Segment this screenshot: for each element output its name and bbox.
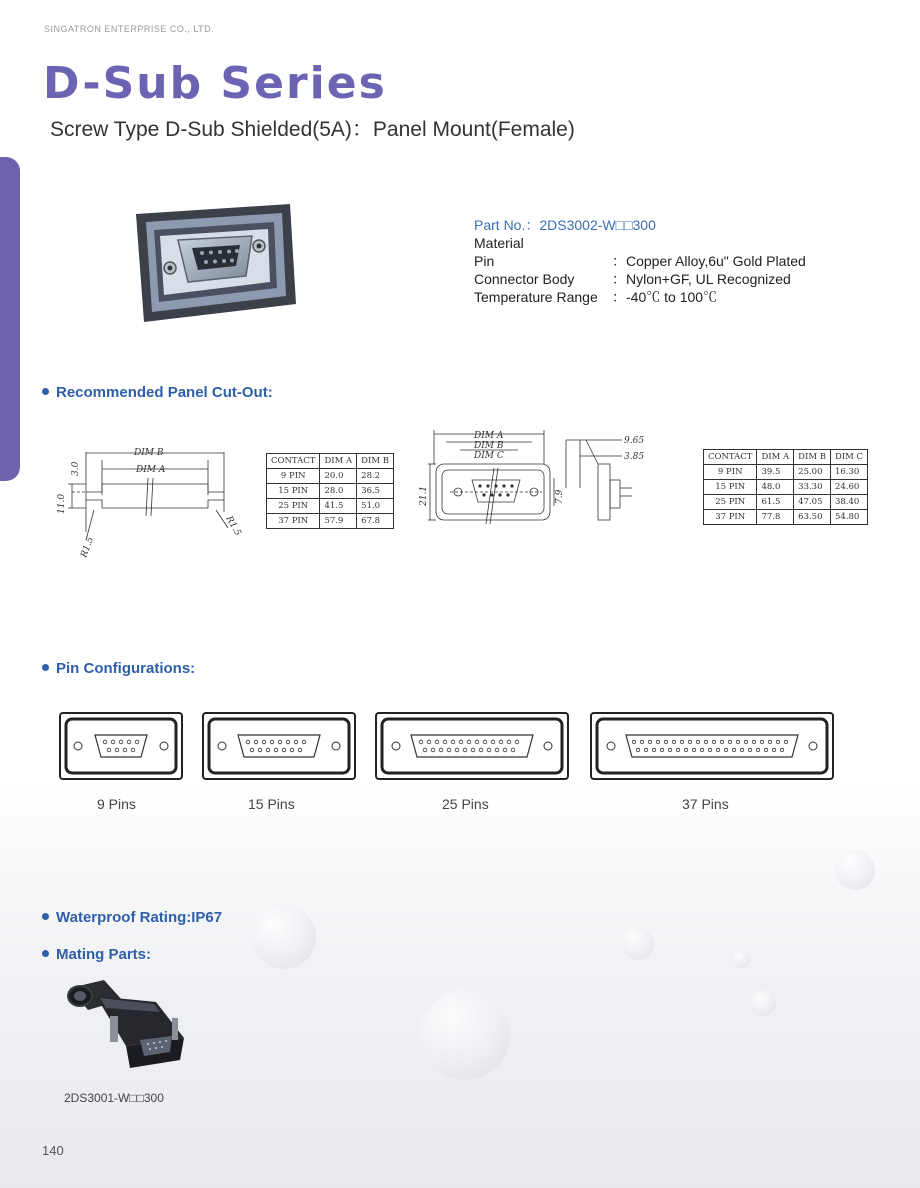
decor-bubble <box>732 950 750 968</box>
mating-part-number: 2DS3001-W□□300 <box>64 1091 164 1105</box>
table-cell: 25.00 <box>794 465 831 480</box>
connector-outline-25 <box>377 714 567 778</box>
table-cell: 63.50 <box>794 510 831 525</box>
label-dim-c: DIM C <box>474 451 504 461</box>
mating-part-photo <box>60 978 192 1070</box>
section-title: Pin Configurations: <box>56 660 196 677</box>
cutout-table <box>266 453 394 529</box>
label-3-85: 3.85 <box>624 452 645 462</box>
company-name: SINGATRON ENTERPRISE CO., LTD. <box>44 24 215 34</box>
table-row <box>267 514 394 529</box>
section-cutout <box>42 384 273 401</box>
table-cell: 28.0 <box>320 484 357 499</box>
table-cell: 20.0 <box>320 469 357 484</box>
table-cell: 38.40 <box>830 495 867 510</box>
part-number: Part No.：2DS3002-W□□300 <box>474 217 656 233</box>
pin-config-15 <box>202 712 356 780</box>
dimension-table <box>703 449 868 525</box>
spec-row-pin <box>474 252 806 270</box>
label-11-0: 11.0 <box>57 493 67 514</box>
pin-config-25 <box>375 712 569 780</box>
table-header-cell: DIM B <box>794 450 831 465</box>
table-cell: 28.2 <box>357 469 394 484</box>
table-row <box>704 480 868 495</box>
bullet-icon <box>42 913 49 920</box>
connector-dimension-drawing <box>414 428 664 528</box>
table-cell: 24.60 <box>830 480 867 495</box>
decor-bubble <box>835 850 875 890</box>
section-title: Mating Parts: <box>56 946 152 963</box>
spec-key: Pin <box>474 253 495 269</box>
table-cell: 51.0 <box>357 499 394 514</box>
spec-value: ：Copper Alloy,6u" Gold Plated <box>612 253 806 269</box>
table-row <box>267 469 394 484</box>
label-r1-5: R1.5 <box>79 535 97 560</box>
table-header-row <box>704 450 868 465</box>
table-header-cell: CONTACT <box>267 454 320 469</box>
table-row <box>267 484 394 499</box>
table-cell: 77.8 <box>757 510 794 525</box>
connector-outline-37 <box>592 714 832 778</box>
table-header-cell: DIM C <box>830 450 867 465</box>
table-cell: 9 PIN <box>704 465 757 480</box>
table-cell: 39.5 <box>757 465 794 480</box>
table-row <box>267 499 394 514</box>
page-subtitle: Screw Type D-Sub Shielded(5A)：Panel Mount(Female) <box>50 118 575 141</box>
table-cell: 16.30 <box>830 465 867 480</box>
label-7-9: 7.9 <box>555 489 565 504</box>
label-3-0: 3.0 <box>71 461 81 476</box>
table-cell: 67.8 <box>357 514 394 529</box>
table-cell: 33.30 <box>794 480 831 495</box>
table-header-cell: DIM A <box>320 454 357 469</box>
section-title: Waterproof Rating:IP67 <box>56 909 223 926</box>
label-r1-5: R1.5 <box>223 514 243 538</box>
table-cell: 37 PIN <box>704 510 757 525</box>
spec-row-temp <box>474 288 806 306</box>
table-cell: 25 PIN <box>267 499 320 514</box>
table-cell: 54.80 <box>830 510 867 525</box>
pin-label-25: 25 Pins <box>442 796 489 812</box>
label-dim-b: DIM B <box>134 448 164 458</box>
series-title: D-Sub Series <box>43 58 387 109</box>
panel-cutout-drawing <box>50 440 250 570</box>
section-mating <box>42 946 151 963</box>
pin-label-15: 15 Pins <box>248 796 295 812</box>
table-row <box>704 465 868 480</box>
connector-outline-15 <box>204 714 354 778</box>
decor-bubble <box>622 928 654 960</box>
table-cell: 41.5 <box>320 499 357 514</box>
label-dim-a: DIM A <box>474 431 504 441</box>
table-cell: 57.9 <box>320 514 357 529</box>
bullet-icon <box>42 664 49 671</box>
side-tab <box>0 157 20 481</box>
table-header-row <box>267 454 394 469</box>
label-dim-b: DIM B <box>474 441 504 451</box>
bullet-icon <box>42 950 49 957</box>
connector-photo <box>118 200 298 324</box>
table-cell: 48.0 <box>757 480 794 495</box>
label-9-65: 9.65 <box>624 436 645 446</box>
spec-row-body <box>474 270 806 288</box>
table-row <box>704 495 868 510</box>
section-pin-config <box>42 660 195 677</box>
table-header-cell: DIM A <box>757 450 794 465</box>
label-21-1: 21.1 <box>419 485 429 506</box>
page-number: 140 <box>42 1143 64 1158</box>
spec-value: ：Nylon+GF, UL Recognized <box>612 271 791 287</box>
table-cell: 37 PIN <box>267 514 320 529</box>
pin-label-37: 37 Pins <box>682 796 729 812</box>
pin-config-37 <box>590 712 834 780</box>
connector-outline-9 <box>61 714 181 778</box>
table-row <box>704 510 868 525</box>
bullet-icon <box>42 388 49 395</box>
pin-label-9: 9 Pins <box>97 796 136 812</box>
table-cell: 9 PIN <box>267 469 320 484</box>
table-cell: 61.5 <box>757 495 794 510</box>
spec-key: Temperature Range <box>474 289 598 305</box>
spec-key: Connector Body <box>474 271 575 287</box>
section-waterproof <box>42 909 222 926</box>
table-header-cell: DIM B <box>357 454 394 469</box>
pin-config-9 <box>59 712 183 780</box>
section-title: Recommended Panel Cut-Out: <box>56 384 273 401</box>
spec-value: ：-40℃ to 100℃ <box>612 289 718 305</box>
material-label: Material <box>474 235 524 251</box>
decor-bubble <box>252 905 316 969</box>
spec-block <box>474 216 806 306</box>
table-header-cell: CONTACT <box>704 450 757 465</box>
decor-bubble <box>420 990 510 1080</box>
decor-bubble <box>750 990 776 1016</box>
table-cell: 47.05 <box>794 495 831 510</box>
table-cell: 15 PIN <box>267 484 320 499</box>
table-cell: 25 PIN <box>704 495 757 510</box>
table-cell: 15 PIN <box>704 480 757 495</box>
label-dim-a: DIM A <box>136 465 166 475</box>
table-cell: 36.5 <box>357 484 394 499</box>
